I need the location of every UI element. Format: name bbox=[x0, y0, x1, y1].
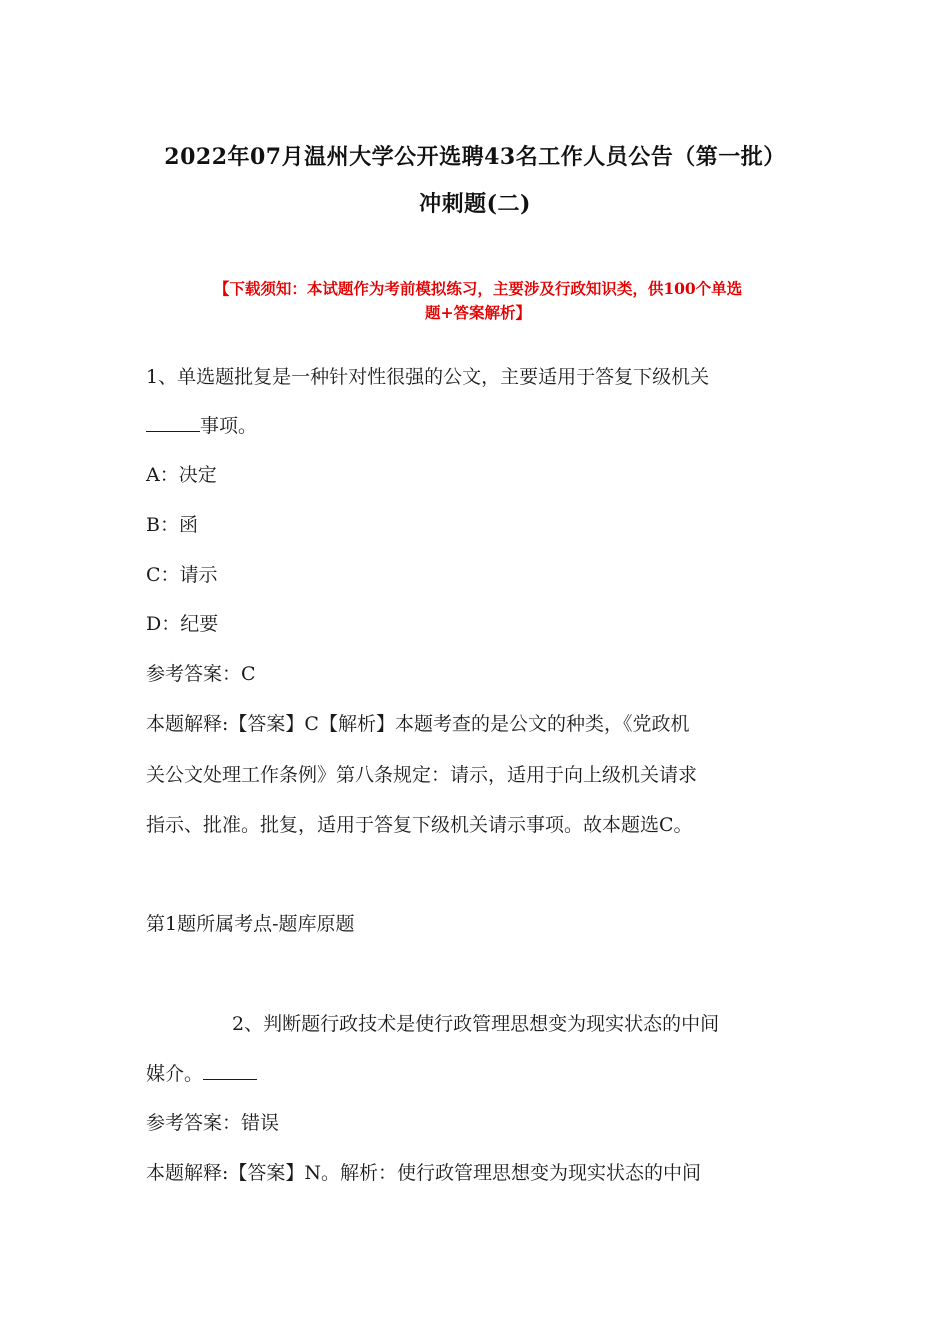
q1-explanation-line-2: 关公文处理工作条例》第八条规定：请示，适用于向上级机关请求 bbox=[146, 764, 698, 786]
q1-option-c: C：请示 bbox=[146, 564, 218, 586]
q1-option-d: D：纪要 bbox=[146, 613, 219, 635]
q1-option-b: B：函 bbox=[146, 514, 198, 536]
download-notice bbox=[148, 277, 808, 325]
q2-stem-line-2-text: 媒介。 bbox=[146, 1063, 204, 1085]
q1-stem-line-2 bbox=[146, 413, 257, 439]
document-title-line-2: 冲刺题(二) bbox=[419, 191, 531, 217]
q2-explanation-line-1: 本题解释:【答案】N。解析：使行政管理思想变为现实状态的中间 bbox=[146, 1162, 702, 1184]
document-title-line-1: 2022年07月温州大学公开选聘43名工作人员公告（第一批） bbox=[164, 144, 786, 170]
q1-knowledge-point: 第1题所属考点-题库原题 bbox=[146, 913, 355, 935]
q2-answer: 参考答案：错误 bbox=[146, 1112, 280, 1134]
download-notice-line-2: 题+答案解析】 bbox=[425, 303, 531, 322]
q1-stem-line-1: 1、单选题批复是一种针对性很强的公文，主要适用于答复下级机关 bbox=[146, 366, 710, 388]
q2-stem-line-2 bbox=[146, 1061, 257, 1087]
q1-explanation-line-1: 本题解释:【答案】C【解析】本题考查的是公文的种类，《党政机 bbox=[146, 713, 690, 735]
q1-explanation-line-3: 指示、批准。批复，适用于答复下级机关请示事项。故本题选C。 bbox=[146, 814, 693, 836]
q1-option-a: A：决定 bbox=[146, 464, 217, 486]
q1-stem-line-2-text: 事项。 bbox=[200, 415, 258, 437]
q1-answer: 参考答案：C bbox=[146, 663, 256, 685]
q2-answer-blank bbox=[203, 1061, 257, 1080]
q1-answer-blank bbox=[146, 413, 200, 432]
download-notice-line-1: 【下载须知：本试题作为考前模拟练习，主要涉及行政知识类，供100个单选 bbox=[213, 279, 743, 298]
q2-stem-line-1: 2、判断题行政技术是使行政管理思想变为现实状态的中间 bbox=[232, 1013, 720, 1035]
